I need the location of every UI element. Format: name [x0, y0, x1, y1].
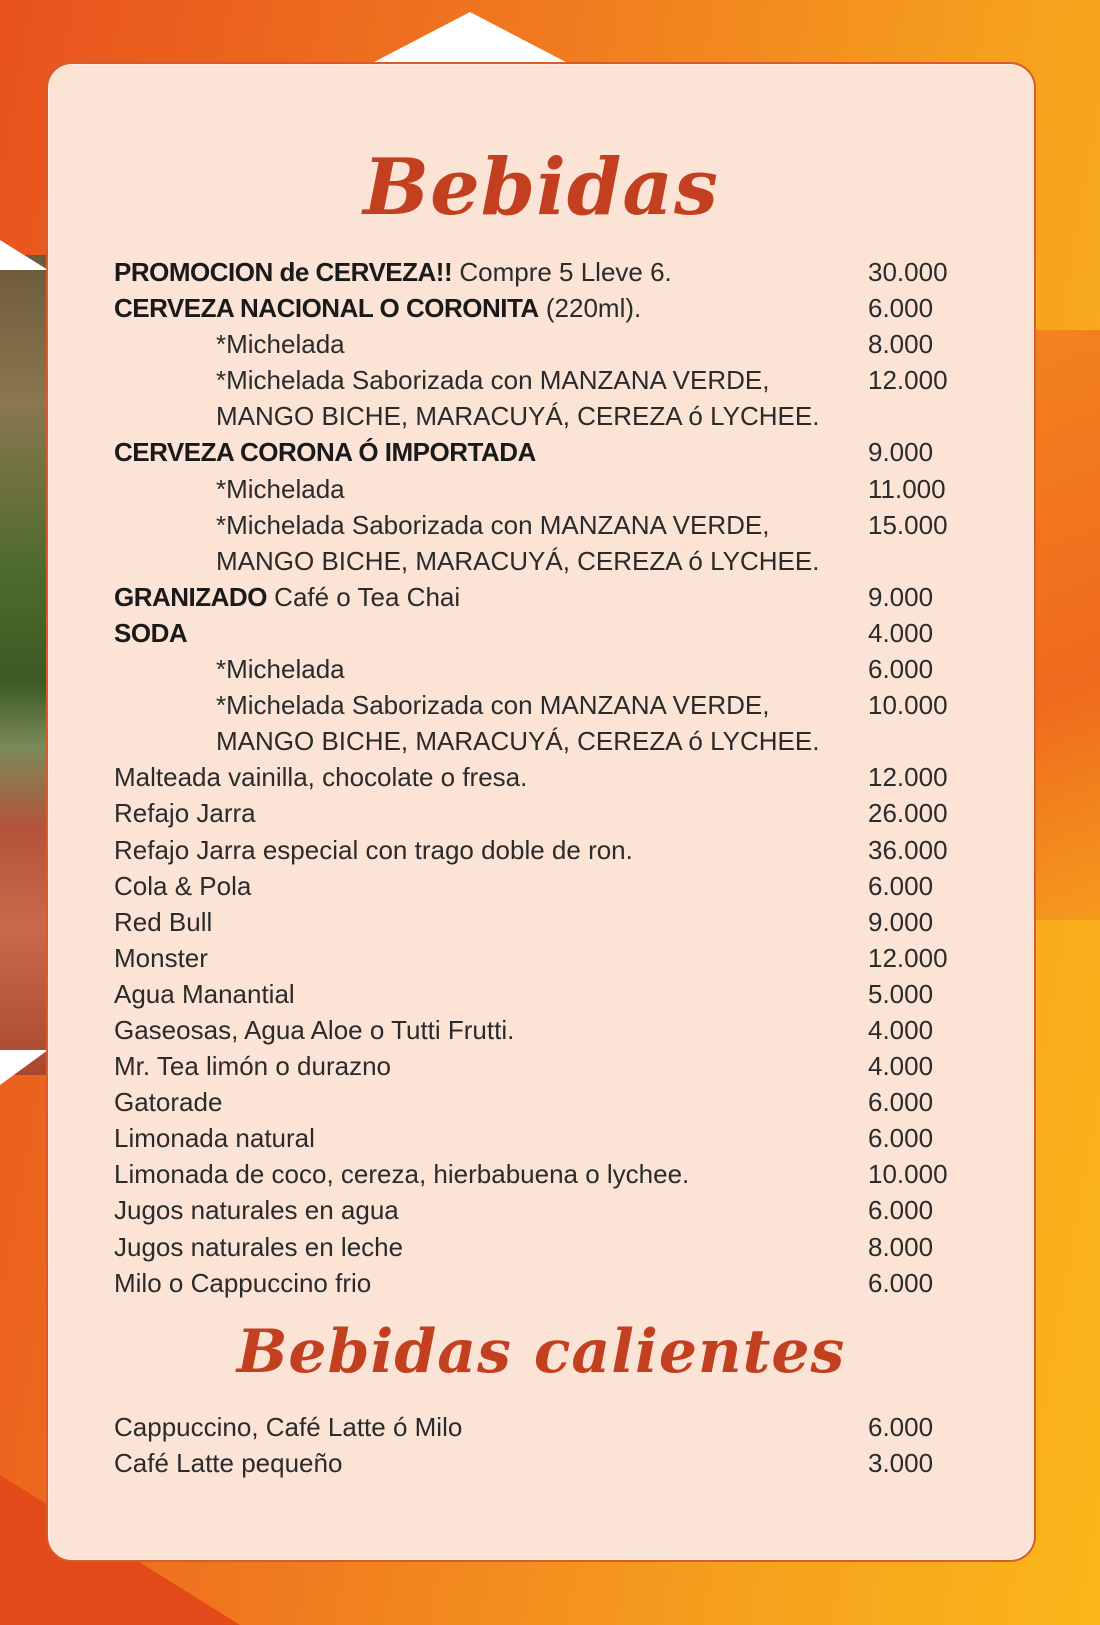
menu-item-name	[114, 795, 256, 831]
menu-item-price: 4.000	[868, 1051, 934, 1082]
menu-item-price: 10.000	[868, 1159, 948, 1190]
menu-item-name	[216, 326, 345, 362]
menu-item-name	[216, 398, 819, 434]
menu-item-name	[114, 290, 641, 326]
menu-item-text: Jugos naturales en agua	[114, 1195, 399, 1226]
menu-item-name	[114, 1229, 403, 1265]
menu-item-text: Gatorade	[114, 1087, 223, 1118]
menu-item-name	[114, 434, 536, 470]
menu-item-text: Agua Manantial	[114, 978, 295, 1009]
menu-item-text: Malteada vainilla, chocolate o fresa.	[114, 762, 528, 793]
menu-item-price: 6.000	[868, 293, 934, 324]
menu-item-name	[114, 1409, 462, 1445]
menu-item-text: MANGO BICHE, MARACUYÁ, CEREZA ó LYCHEE.	[216, 726, 820, 757]
menu-item-text: Limonada natural	[114, 1123, 315, 1154]
menu-item	[114, 795, 974, 831]
menu-item-price: 9.000	[868, 906, 934, 937]
section-title-bebidas-calientes: Bebidas calientes	[236, 1317, 846, 1387]
menu-item-price: 12.000	[868, 365, 948, 396]
decorative-edge	[0, 1050, 48, 1085]
menu-item-name	[114, 1048, 391, 1084]
menu-item-text: Cola & Pola	[114, 870, 252, 901]
menu-item-name	[216, 471, 345, 507]
menu-item-name	[114, 940, 208, 976]
menu-item	[114, 1265, 974, 1301]
menu-item	[114, 940, 974, 976]
menu-item-name	[216, 507, 769, 543]
menu-item-name	[114, 1156, 689, 1192]
menu-item	[114, 362, 974, 398]
menu-item-name	[216, 687, 769, 723]
menu-item-text: MANGO BICHE, MARACUYÁ, CEREZA ó LYCHEE.	[216, 401, 820, 432]
menu-item	[114, 507, 974, 543]
menu-item-text: MANGO BICHE, MARACUYÁ, CEREZA ó LYCHEE.	[216, 545, 820, 576]
menu-item-category: GRANIZADO	[114, 581, 267, 612]
menu-item-category: SODA	[114, 617, 188, 648]
menu-item-text: Refajo Jarra	[114, 798, 256, 829]
menu-item	[114, 1445, 974, 1481]
menu-item-name	[216, 723, 819, 759]
menu-item	[114, 543, 974, 579]
menu-item-price: 10.000	[868, 690, 948, 721]
menu-item-category: CERVEZA NACIONAL O CORONITA	[114, 293, 539, 324]
menu-item-price: 6.000	[868, 1267, 934, 1298]
menu-item-price: 5.000	[868, 978, 934, 1009]
menu-item	[114, 1048, 974, 1084]
menu-item-text: *Michelada Saborizada con MANZANA VERDE,	[216, 365, 770, 396]
menu-item	[114, 1156, 974, 1192]
menu-item-price: 6.000	[868, 1412, 934, 1442]
menu-item	[114, 651, 974, 687]
menu-item	[114, 832, 974, 868]
menu-item-category: PROMOCION de CERVEZA!!	[114, 257, 453, 287]
menu-item	[114, 1012, 974, 1048]
menu-item-name	[216, 543, 819, 579]
menu-item-text: Cappuccino, Café Latte ó Milo	[114, 1412, 463, 1442]
menu-item-name	[114, 1445, 342, 1481]
menu-item	[114, 579, 974, 615]
menu-item	[114, 1192, 974, 1228]
menu-item-price: 11.000	[868, 473, 946, 504]
menu-item	[114, 976, 974, 1012]
menu-item-price: 8.000	[868, 1231, 934, 1262]
menu-item-text: *Michelada Saborizada con MANZANA VERDE,	[216, 690, 770, 721]
menu-item	[114, 904, 974, 940]
menu-item	[114, 434, 974, 470]
menu-list-bebidas-calientes	[114, 1409, 974, 1481]
menu-item	[114, 1229, 974, 1265]
menu-item	[114, 1409, 974, 1445]
menu-item-name	[114, 1012, 514, 1048]
menu-item-price: 12.000	[868, 762, 948, 793]
menu-item-category: CERVEZA CORONA Ó IMPORTADA	[114, 437, 536, 468]
menu-item-text: Café Latte pequeño	[114, 1448, 343, 1479]
menu-item-price: 9.000	[868, 437, 934, 468]
menu-item-name	[114, 832, 633, 868]
menu-item	[114, 615, 974, 651]
menu-item-name	[114, 904, 212, 940]
menu-item-price: 4.000	[868, 617, 934, 648]
menu-item	[114, 759, 974, 795]
menu-item-text: Café o Tea Chai	[266, 581, 461, 612]
menu-item-price: 26.000	[868, 798, 948, 829]
menu-item	[114, 1084, 974, 1120]
menu-card	[46, 62, 1036, 1562]
menu-item-text: (220ml).	[538, 293, 642, 324]
menu-item	[114, 471, 974, 507]
menu-item-price: 3.000	[868, 1448, 934, 1479]
menu-item-price: 6.000	[868, 1123, 934, 1154]
decorative-edge	[0, 240, 48, 270]
menu-list-bebidas	[114, 254, 974, 1301]
menu-item-name	[114, 759, 527, 795]
section-title-bebidas: Bebidas	[363, 142, 719, 233]
menu-item-text: Jugos naturales en leche	[114, 1231, 404, 1262]
menu-item	[114, 398, 974, 434]
menu-item	[114, 290, 974, 326]
menu-item	[114, 723, 974, 759]
menu-item-name	[114, 1084, 222, 1120]
menu-item	[114, 687, 974, 723]
menu-item-text: *Michelada	[216, 473, 345, 504]
menu-item-name	[114, 1265, 371, 1301]
menu-item-text: *Michelada	[216, 654, 345, 685]
background-photo-strip	[0, 255, 48, 1075]
menu-item-price: 8.000	[868, 329, 934, 360]
menu-item	[114, 326, 974, 362]
menu-item-price: 9.000	[868, 581, 934, 612]
menu-item-name	[216, 651, 345, 687]
menu-item-text: Red Bull	[114, 906, 213, 937]
menu-item-name	[114, 615, 187, 651]
menu-item-name	[114, 976, 295, 1012]
menu-item-text: Mr. Tea limón o durazno	[114, 1051, 391, 1082]
menu-item	[114, 254, 974, 290]
menu-item-name	[114, 868, 251, 904]
menu-item-text: Limonada de coco, cereza, hierbabuena o lychee.	[114, 1159, 690, 1190]
menu-item-text: Monster	[114, 942, 208, 973]
menu-item-name	[216, 362, 769, 398]
menu-item-text: Milo o Cappuccino frio	[114, 1267, 372, 1298]
menu-item-name	[114, 1192, 399, 1228]
menu-item-price: 36.000	[868, 834, 948, 865]
menu-item-price: 4.000	[868, 1014, 934, 1045]
menu-item-price: 6.000	[868, 870, 934, 901]
menu-item	[114, 868, 974, 904]
menu-item-price: 15.000	[868, 509, 948, 540]
menu-item-price: 6.000	[868, 1195, 934, 1226]
decorative-band	[1036, 330, 1100, 920]
menu-item-name	[114, 254, 672, 290]
menu-item-text: *Michelada	[216, 329, 345, 360]
menu-item-text: Refajo Jarra especial con trago doble de ron.	[114, 834, 633, 865]
menu-item-price: 30.000	[868, 257, 948, 287]
menu-item-name	[114, 579, 460, 615]
menu-item-price: 6.000	[868, 654, 934, 685]
menu-item-text: Gaseosas, Agua Aloe o Tutti Frutti.	[114, 1014, 515, 1045]
menu-item-text: Compre 5 Lleve 6.	[452, 257, 672, 287]
menu-item-name	[114, 1120, 315, 1156]
menu-item-text: *Michelada Saborizada con MANZANA VERDE,	[216, 509, 770, 540]
menu-item-price: 6.000	[868, 1087, 934, 1118]
menu-item	[114, 1120, 974, 1156]
menu-item-price: 12.000	[868, 942, 948, 973]
